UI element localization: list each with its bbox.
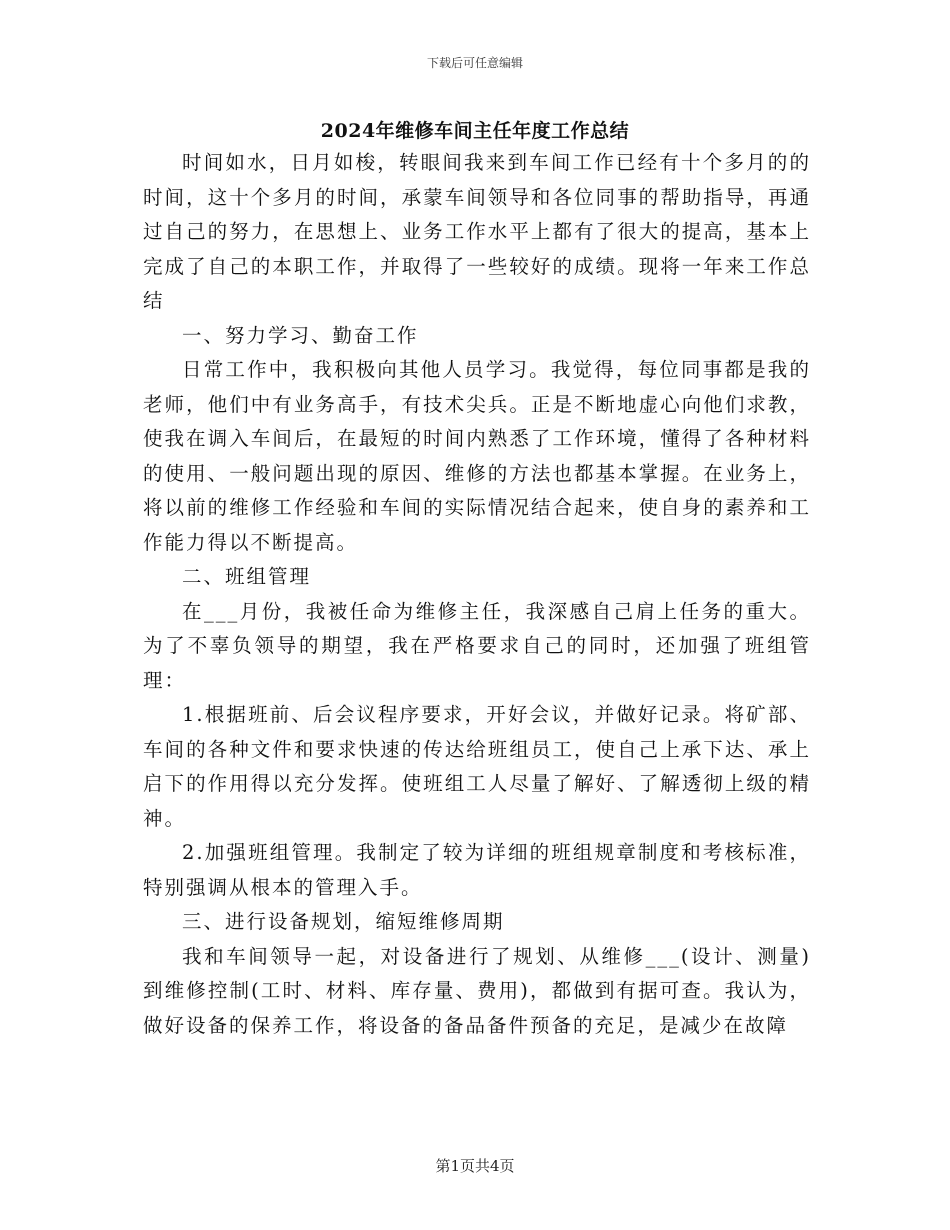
section-heading-3: 三、进行设备规划，缩短维修周期	[182, 910, 505, 933]
section-heading-2: 二、班组管理	[182, 565, 312, 588]
paragraph-section-2: 在___月份，我被任命为维修主任，我深感自己肩上任务的重大。为了不辜负领导的期望，我在严格要求自己的同时，还加强了班组管理：	[143, 599, 811, 692]
header-note: 下载后可任意编辑	[426, 56, 523, 70]
paragraph-section-1: 日常工作中，我积极向其他人员学习。我觉得，每位同事都是我的老师，他们中有业务高手，有技术尖兵。正是不断地虚心向他们求教，使我在调入车间后，在最短的时间内熟悉了工作环境，懂得了各种材料的使用、一般问题出现的原因、维修的方法也都基本掌握。在业务上，将以前的维修工作经验和车间的实际情况结合起来，使自身的素养和工作能力得以不断提高。	[143, 358, 811, 554]
paragraph-section-3: 我和车间领导一起，对设备进行了规划、从维修___(设计、测量)到维修控制(工时、材料、库存量、费用)，都做到有据可查。我认为，做好设备的保养工作，将设备的备品备件预备的充足，是减少在故障	[143, 944, 811, 1037]
page-indicator: 第1页共4页	[435, 1157, 515, 1175]
paragraph-intro: 时间如水，日月如梭，转眼间我来到车间工作已经有十个多月的的时间，这十个多月的时间，承蒙车间领导和各位同事的帮助指导，再通过自己的努力，在思想上、业务工作水平上都有了很大的提高，基本上完成了自己的本职工作，并取得了一些较好的成绩。现将一年来工作总结	[143, 151, 811, 312]
paragraph-item-1: 1.根据班前、后会议程序要求，开好会议，并做好记录。将矿部、车间的各种文件和要求快速的传达给班组员工，使自己上承下达、承上启下的作用得以充分发挥。使班组工人尽量了解好、了解透彻上级的精神。	[143, 703, 811, 830]
paragraph-item-2: 2.加强班组管理。我制定了较为详细的班组规章制度和考核标准，特别强调从根本的管理入手。	[143, 841, 811, 899]
document-body	[143, 146, 811, 1043]
document-title: 2024年维修车间主任年度工作总结	[320, 120, 630, 142]
section-heading-1: 一、努力学习、勤奋工作	[182, 323, 419, 347]
